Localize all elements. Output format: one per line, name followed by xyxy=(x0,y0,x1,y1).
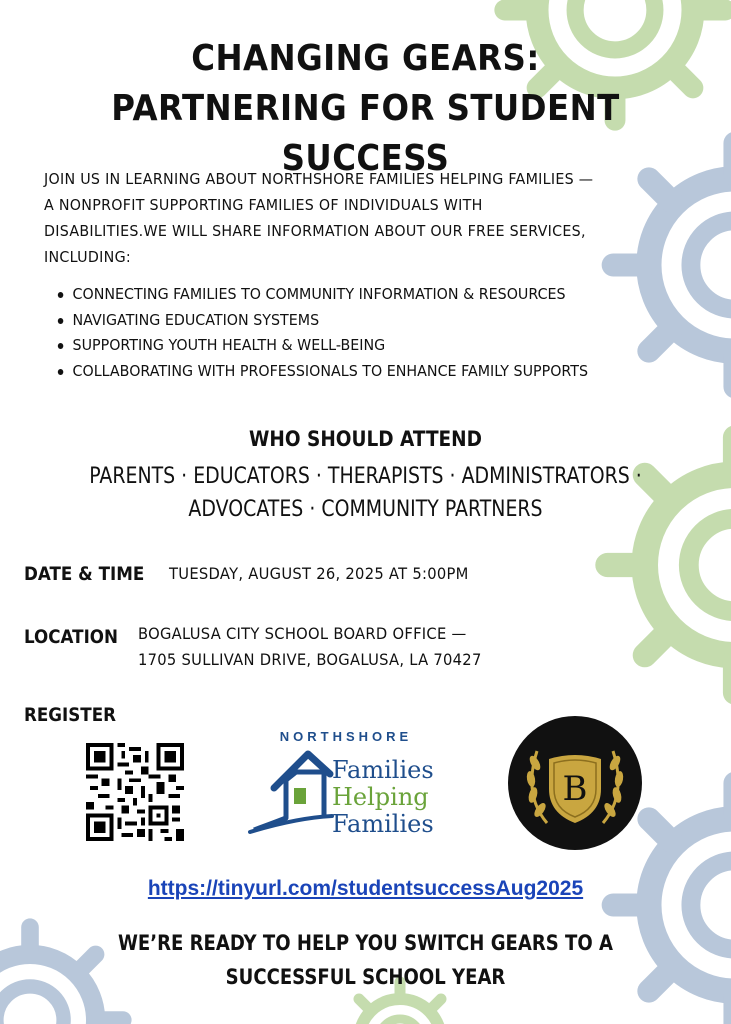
location-label: LOCATION xyxy=(24,626,119,648)
intro-paragraph: JOIN US IN LEARNING ABOUT NORTHSHORE FAMILIES HELPING FAMILIES — A NONPROFIT SUPPORTING FAMILIES OF INDIVIDUALS WITH DISABILITIES.WE WILL SHARE INFORMATION ABOUT OUR FREE SERVICES, INCLUDING: xyxy=(44,170,594,266)
list-item: COLLABORATING WITH PROFESSIONALS TO ENHANCE FAMILY SUPPORTS xyxy=(44,359,633,385)
bogalusa-b-logo xyxy=(507,715,643,851)
register-link[interactable]: https://tinyurl.com/studentsuccessAug2025 xyxy=(147,877,584,900)
who-should-attend-heading: WHO SHOULD ATTEND xyxy=(249,427,482,451)
location-line-1: BOGALUSA CITY SCHOOL BOARD OFFICE — xyxy=(138,624,467,643)
title-line-1: CHANGING GEARS: xyxy=(191,38,540,79)
logo-families-2: Families xyxy=(332,810,434,838)
closing-line-1: WE’RE READY TO HELP YOU SWITCH GEARS TO A xyxy=(117,931,613,955)
audience-line-1: PARENTS · EDUCATORS · THERAPISTS · ADMINISTRATORS · xyxy=(89,464,642,489)
house-icon xyxy=(250,754,332,832)
page-title xyxy=(37,34,695,184)
logo-b-letter: B xyxy=(562,769,588,809)
list-item: NAVIGATING EDUCATION SYSTEMS xyxy=(44,308,633,334)
location-line-2: 1705 SULLIVAN DRIVE, BOGALUSA, LA 70427 xyxy=(138,650,482,669)
list-item: SUPPORTING YOUTH HEALTH & WELL-BEING xyxy=(44,333,633,359)
list-item: CONNECTING FAMILIES TO COMMUNITY INFORMATION & RESOURCES xyxy=(44,282,633,308)
audience-line-2: ADVOCATES · COMMUNITY PARTNERS xyxy=(188,497,543,522)
date-time-value: TUESDAY, AUGUST 26, 2025 AT 5:00PM xyxy=(169,564,469,583)
register-label: REGISTER xyxy=(24,704,116,726)
closing-line-2: SUCCESSFUL SCHOOL YEAR xyxy=(225,965,506,989)
logo-helping: Helping xyxy=(332,783,429,811)
nfhf-logo xyxy=(246,726,446,842)
logo-northshore-text: NORTHSHORE xyxy=(279,729,413,744)
audience-list xyxy=(77,460,654,526)
closing-message xyxy=(51,926,680,994)
title-line-2: PARTNERING FOR STUDENT SUCCESS xyxy=(111,88,620,179)
logo-families-1: Families xyxy=(332,756,434,784)
qr-code[interactable] xyxy=(86,743,184,841)
services-list xyxy=(44,282,684,384)
date-time-label: DATE & TIME xyxy=(24,563,145,585)
